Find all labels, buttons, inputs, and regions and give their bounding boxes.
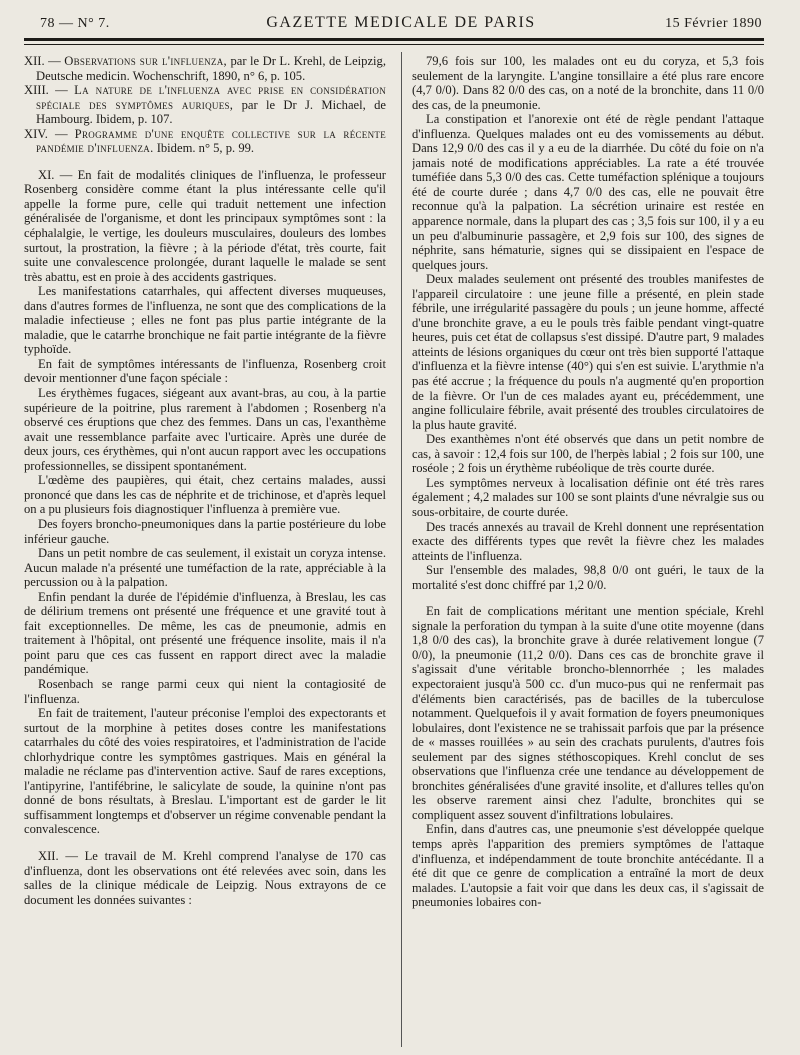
page-number: 78 — N° 7. <box>40 16 110 31</box>
paragraph: Des exanthèmes n'ont été observés que dans un petit nombre de cas, à savoir : 12,4 fois sur 100, de l'herpès labial ; 2 fois sur 100, une roséole ; 2 fois un érythème rubéolique de très courte durée. <box>412 432 764 476</box>
paragraph: Enfin pendant la durée de l'épidémie d'influenza, à Breslau, les cas de délirium tremens ont présenté une fréquence et une gravité tout à fait exceptionnelles. De même, les cas de pneumonie, admis en traitement à l'hôpital, ont présenté une fréquence insolite, mais il n'a point paru que ces cas fussent en rapport direct avec la maladie pandémique. <box>24 589 386 677</box>
paragraph: XII. — Le travail de M. Krehl comprend l'analyse de 170 cas d'influenza, dont les observations ont été relevées avec soin, dans les salles de la clinique médicale de Leipzig. Nous extrayons de ce document les données suivantes : <box>24 848 386 907</box>
paragraph: L'œdème des paupières, qui était, chez certains malades, aussi prononcé que dans les cas de néphrite et de trichinose, et d'après lequel on a pu plusieurs fois diagnostiquer l'influenza à première vue. <box>24 473 386 517</box>
paragraph: Les érythèmes fugaces, siégeant aux avant-bras, au cou, à la partie supérieure de la poitrine, plus rarement à l'abdomen ; Rosenberg n'a observé ces éruptions que chez des femmes. Dans un cas, l'exanthème avait une ressemblance parfaite avec l'urticaire. Après une durée de deux jours, ces érythèmes, qui n'ont aucun rapport avec les occupations professionnelles, se dissipent spontanément. <box>24 386 386 473</box>
left-column <box>24 54 386 1044</box>
paragraph: Deux malades seulement ont présenté des troubles manifestes de l'appareil circulatoire : une jeune fille a présenté, en plein stade fébrile, une irrégularité passagère du pouls ; un jeune homme, affecté d'une bronchite grave, a eu le pouls très faible pendant vingt-quatre heures, puis cet état de collapsus s'est dissipé. D'autre part, 9 malades atteints de lésions organiques du cœur ont très bien supporté l'attaque d'influenza et la fièvre intense (40°) qui s'en est suivie. L'arythmie n'a pas été accrue ; la fréquence du pouls n'a augmenté qu'en proportion de la fièvre. Or l'un de ces malades ayant eu, précédemment, une angine folliculaire fébrile, avait présenté des troubles circulatoires de la plus haute gravité. <box>412 272 764 432</box>
header-rule-thin <box>24 44 764 45</box>
right-column <box>412 54 764 1044</box>
paragraph: La constipation et l'anorexie ont été de règle pendant l'attaque d'influenza. Quelques malades ont eu des vomissements au début. Dans 12,9 0/0 des cas il y a eu de la diarrhée. Du côté du foie on n'a jamais noté de modifications appréciables. La rate a été trouvée tuméfiée dans 5,3 0/0 des cas. Cette tuméfaction splénique a toujours été de courte durée ; dans 4,7 0/0 des cas, elle ne pouvait être reconnue qu'à la palpation. La sécrétion urinaire est restée en apparence normale, dans la plupart des cas ; 3,5 fois sur 100, il y a eu un peu d'albuminurie passagère, et 2,9 fois sur 100, des signes de néphrite, sans hématurie, signes qui se dissipaient en l'espace de quelques jours. <box>412 112 764 272</box>
paragraph: XI. — En fait de modalités cliniques de l'influenza, le professeur Rosenberg considère comme étant la plus intéressante celle qu'il appelle la forme pure, celle qui traduit nettement une infection généralisée de l'organisme, et dont les principaux symptômes sont : la céphalalgie, le vertige, les douleurs musculaires, douleurs des lombes surtout, la prostration, la fièvre ; à la période d'état, très courte, fait suite une convalescence prolongée, durant laquelle le malade se sent très abattu, est en proie à des accidents gastriques. <box>24 167 386 284</box>
reference-item: XIII. — La nature de l'influenza avec prise en considération spéciale des symptômes auriques, par le Dr J. Michael, de Hambourg. Ibidem, p. 107. <box>24 83 386 127</box>
paragraph: Sur l'ensemble des malades, 98,8 0/0 ont guéri, le taux de la mortalité s'est donc chiffré par 1,2 0/0. <box>412 563 764 592</box>
paragraph: Rosenbach se range parmi ceux qui nient la contagiosité de l'influenza. <box>24 676 386 706</box>
paragraph: Des tracés annexés au travail de Krehl donnent une représentation exacte des différents types que revêt la fièvre chez les malades atteints de l'influenza. <box>412 519 764 563</box>
page-header <box>40 12 762 34</box>
paragraph: Les symptômes nerveux à localisation définie ont été très rares également ; 4,2 malades sur 100 se sont plaints d'une névralgie sus ou sous-orbitaire, de courte durée. <box>412 475 764 519</box>
header-rule <box>24 38 764 41</box>
paragraph: Les manifestations catarrhales, qui affectent diverses muqueuses, dans d'autres formes de l'influenza, ne sont que des complications de la maladie infectieuse ; elles ne font pas plus partie intégrante de la maladie, que le catarrhe bronchique ne fait partie intégrante de la fièvre typhoïde. <box>24 284 386 357</box>
reference-item: XIV. — Programme d'une enquête collective sur la récente pandémie d'influenza. Ibidem. n° 5, p. 99. <box>24 126 386 156</box>
paragraph: Dans un petit nombre de cas seulement, il existait un coryza intense. Aucun malade n'a présenté une tuméfaction de la rate, appréciable à la percussion ou à la palpation. <box>24 546 386 590</box>
paragraph: Enfin, dans d'autres cas, une pneumonie s'est développée quelque temps après l'apparition des premiers symptômes de l'attaque d'influenza, et indépendamment de toute bronchite antécédante. Il a été dit que ce genre de complication a entraîné la mort de deux malades. L'autopsie a fait voir que dans les deux cas, il s'agissait de pneumonies lobaires con- <box>412 822 764 910</box>
issue-date: 15 Février 1890 <box>665 16 762 31</box>
reference-item: XII. — Observations sur l'influenza, par le Dr L. Krehl, de Leipzig, Deutsche medicin. Wochenschrift, 1890, n° 6, p. 105. <box>24 54 386 83</box>
column-divider <box>401 52 402 1047</box>
paragraph: En fait de complications méritant une mention spéciale, Krehl signale la perforation du tympan à la suite d'une otite moyenne (dans 1,8 0/0 des cas), la bronchite grave à durée relativement longue (7 0/0), la pneumonie (11,2 0/0). Dans ces cas de bronchite grave il s'agissait d'une véritable broncho-blennorrhée ; les malades expectoraient jusqu'à 500 cc. d'un muco-pus qui ne renfermait pas d'éléments bien caractérisés, pas de bacilles de la tuberculose notamment. Quelquefois il y avait formation de foyers pneumoniques lobulaires, dont l'existence ne se trahissait parfois que par la présence de « masses rouillées » au sein des crachats purulents, d'autres fois seulement par des signes stéthoscopiques. Krehl conclut de ses observations que l'influenza crée une tendance au développement de bronchites généralisées d'une gravité insolite, et d'allures telles qu'on les observe rarement ainsi chez l'adulte, bronchites qui se compliquent assez souvent d'infiltrations lobulaires. <box>412 604 764 822</box>
paragraph: Des foyers broncho-pneumoniques dans la partie postérieure du lobe inférieur gauche. <box>24 516 386 546</box>
paragraph: 79,6 fois sur 100, les malades ont eu du coryza, et 5,3 fois seulement de la laryngite. L'angine tonsillaire a été plus rare encore (4,7 0/0). Dans 82 0/0 des cas, on a noté de la bronchite, dans 11 0/0 des cas, de la pneumonie. <box>412 54 764 112</box>
journal-title: GAZETTE MEDICALE DE PARIS <box>266 14 536 31</box>
paragraph: En fait de traitement, l'auteur préconise l'emploi des expectorants et surtout de la morphine à petites doses contre les manifestations catarrhales du côté des voies respiratoires, et l'administration de l'acide chlorhydrique contre les symptômes gastriques. Mais en général la maladie ne réclame pas d'intervention active. Sauf de rares exceptions, l'antipyrine, l'antifébrine, le salicylate de soude, la quinine n'ont pas donné de bons résultats, à Breslau. L'important est de garder le lit suffisamment longtemps et d'observer un régime convenable pendant la convalescence. <box>24 706 386 837</box>
paragraph: En fait de symptômes intéressants de l'influenza, Rosenberg croit devoir mentionner d'une façon spéciale : <box>24 356 386 386</box>
